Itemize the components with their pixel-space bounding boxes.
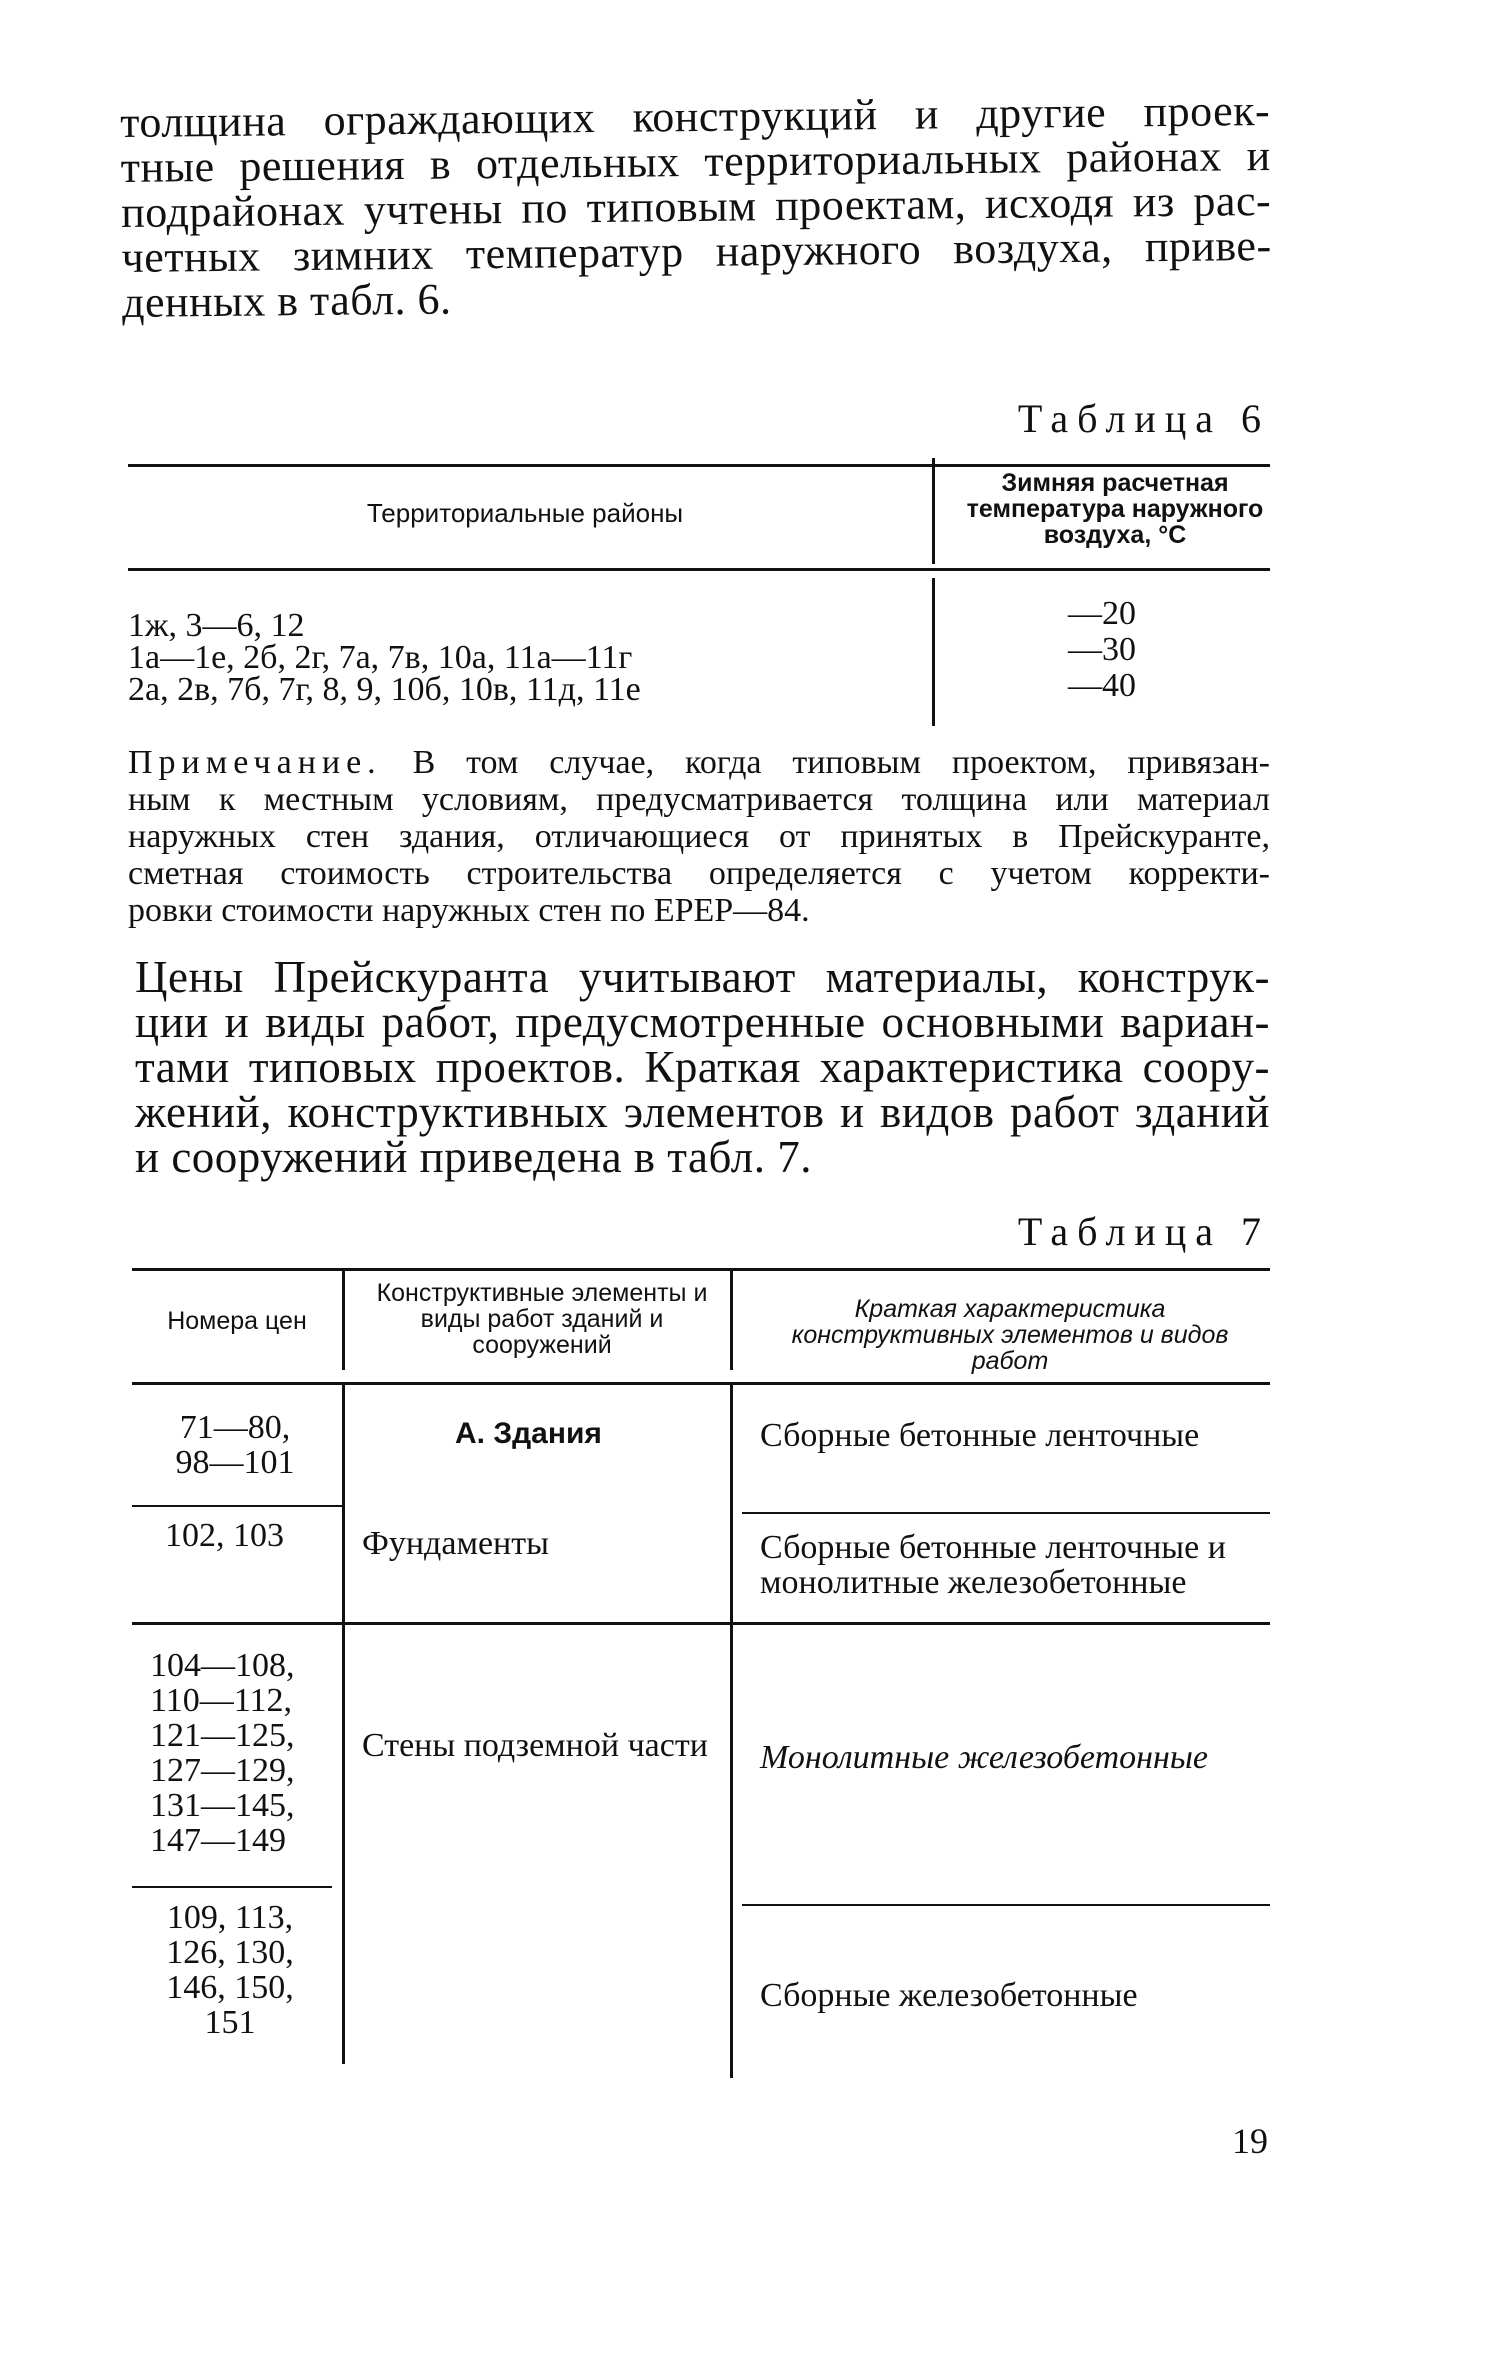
table7-body-divider-1 [342,1382,345,2064]
table7-price-cell: 102, 103 [165,1517,284,1554]
table6-col2-header: Зимняя расчетная температура наружного воздуха, °С [966,469,1264,549]
table6-note [128,744,1270,929]
body-line: тами типовых проектов. Краткая характеристика соору- [135,1042,1270,1092]
intro-line: тные решения в отдельных территориальных районах и [120,130,1271,192]
note-line: сметная стоимость строительства определяется с учетом корректи- [128,855,1270,892]
table7-price-cell: 109, 113, 126, 130, 146, 150, 151 [166,1899,294,2041]
intro-line: подрайонах учтены по типовым проектам, исходя из рас- [120,175,1272,237]
intro-line: толщина ограждающих конструкций и другие проек- [119,85,1271,147]
table6-temp-cell: —30 [1068,631,1136,668]
note-label: Примечание. [128,744,382,781]
table6-temp-cell: —20 [1068,595,1136,632]
table6-top-rule [128,464,1270,467]
table7-element-cell: Стены подземной части [362,1727,708,1764]
body-line: Цены Прейскуранта учитывают материалы, конструк- [135,952,1270,1002]
table7-section-heading: А. Здания [455,1417,602,1450]
table6-body-divider [932,578,935,726]
table6-col-divider [932,458,935,564]
table7-body-divider-2 [730,1382,733,2078]
note-line: В том случае, когда типовым проектом, привязан- [412,744,1270,781]
table7-col1-header: Номера цен [167,1307,307,1335]
table6-region-cell: 1а—1е, 2б, 2г, 7а, 7в, 10а, 11а—11г [128,639,633,676]
table6-region-cell: 2а, 2в, 7б, 7г, 8, 9, 10б, 10в, 11д, 11е [128,671,641,708]
table7-header-rule [132,1382,1270,1385]
table7-col2-header: Конструктивные элементы и виды работ зданий и сооружений [376,1279,708,1359]
table6-col1-header: Территориальные районы [366,498,684,528]
body-line: жений, конструктивных элементов и видов работ зданий [135,1087,1270,1137]
table7-row-rule [132,1505,342,1507]
table7-col3-header: Краткая характеристика конструктивных элементов и видов работ [791,1295,1229,1375]
page-number: 19 [1232,2121,1268,2161]
table7-header-divider-1 [342,1268,345,1370]
table7-desc-cell: Сборные железобетонные [760,1977,1138,2014]
table7-row-rule [742,1512,1270,1514]
table7-price-cell: 104—108, 110—112, 121—125, 127—129, 131—145, 147—149 [150,1647,295,1859]
note-line: ровки стоимости наружных стен по ЕРЕР—84. [128,892,810,929]
table7-desc-cell: Монолитные железобетонные [760,1739,1208,1776]
note-line: наружных стен здания, отличающиеся от принятых в Прейскуранте, [128,818,1270,855]
table7-header-divider-2 [730,1268,733,1370]
note-line: ным к местным условиям, предусматривается толщина или материал [128,781,1270,818]
intro-line: денных в табл. 6. [121,274,452,327]
table7-row-rule [742,1904,1270,1906]
body-line: и сооружений приведена в табл. 7. [135,1132,812,1182]
table7-price-cell: 71—80, 98—101 [175,1409,295,1481]
table7-element-cell: Фундаменты [362,1525,549,1562]
table6-temp-cell: —40 [1068,667,1136,704]
table7-row-rule [132,1622,1270,1625]
intro-line: четных зимних температур наружного воздуха, приве- [121,220,1272,282]
table7-desc-cell: Сборные бетонные ленточные [760,1417,1200,1454]
table6-region-cell: 1ж, 3—6, 12 [128,607,305,644]
table7-row-rule [132,1886,332,1888]
table6-header-rule [128,568,1270,571]
table7-caption: Таблица 7 [1017,1209,1270,1254]
body-paragraph [135,952,1270,1182]
intro-paragraph [119,85,1272,327]
table6-caption: Таблица 6 [1017,396,1270,441]
table7-desc-cell: Сборные бетонные ленточные и монолитные железобетонные [760,1529,1226,1601]
body-line: ции и виды работ, предусмотренные основными вариан- [135,997,1270,1047]
table7-top-rule [132,1268,1270,1271]
